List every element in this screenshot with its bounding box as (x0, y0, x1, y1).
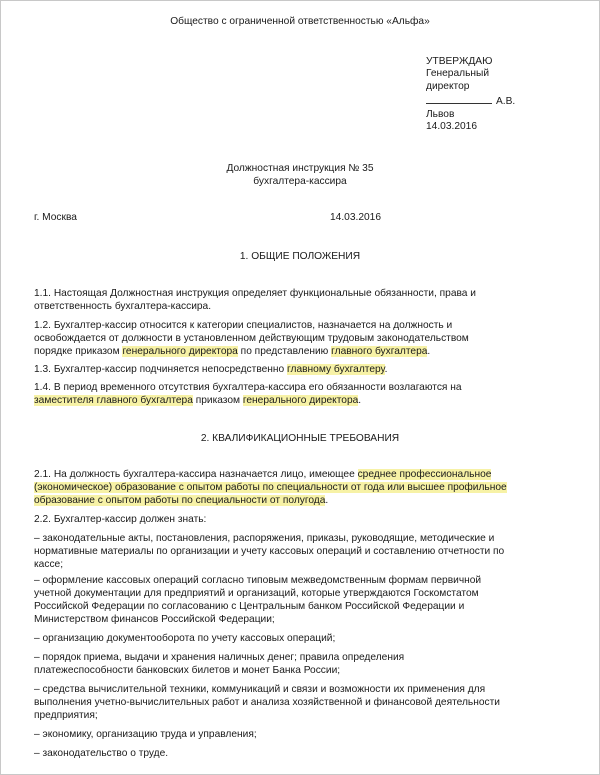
paragraph-1-2 (34, 319, 469, 358)
highlight-chief-accountant: главного бухгалтера (331, 346, 428, 357)
document-title-line1: Должностная инструкция № 35 (226, 163, 374, 174)
paragraph-1-2-line2: освобождается от должности в установленном действующим трудовым законодательством (34, 333, 469, 344)
signature-line (426, 93, 492, 104)
approval-position-line1: Генеральный (426, 68, 490, 80)
approval-heading: УТВЕРЖДАЮ (426, 56, 493, 67)
paragraph-1-2-line3 (34, 345, 469, 358)
paragraph-1-3 (34, 363, 387, 376)
section2-heading: 2. КВАЛИФИКАЦИОННЫЕ ТРЕБОВАНИЯ (200, 433, 400, 444)
knowledge-item-2-line1: – оформление кассовых операций согласно типовым межведомственным формам первичной (34, 575, 482, 586)
knowledge-item-1 (34, 532, 504, 571)
text-segment: . (358, 395, 362, 406)
knowledge-item-2-line3: Российской Федерации по согласованию с Центральным банком Российской Федерации и (34, 601, 465, 612)
knowledge-item-3 (34, 632, 335, 645)
highlight-deputy-chief-accountant: заместителя главного бухгалтера (34, 395, 193, 406)
approval-position-line2: директор (426, 80, 470, 92)
paragraph-2-1 (34, 468, 507, 507)
highlight-education-2: (экономическое) образование с опытом работы по специальности от года или высшее профильное (34, 482, 507, 493)
approval-block (426, 56, 515, 133)
knowledge-item-2 (34, 574, 481, 626)
paragraph-1-1 (34, 287, 476, 313)
highlight-education-1: среднее профессиональное (357, 469, 492, 480)
knowledge-item-4-line2: платежеспособности банковских билетов и монет Банка России; (34, 665, 341, 676)
knowledge-item-1-line2: нормативные материалы по организации и учету кассовых операций и составлению отчетности по (34, 546, 505, 557)
knowledge-item-7 (34, 747, 168, 760)
paragraph-1-2-line1: 1.2. Бухгалтер-кассир относится к категории специалистов, назначается на должность и (34, 320, 453, 331)
highlight-general-director: генерального директора (122, 346, 238, 357)
knowledge-item-5-line3: предприятия; (34, 710, 98, 721)
section1-heading: 1. ОБЩИЕ ПОЛОЖЕНИЯ (239, 251, 361, 262)
document-place: г. Москва (34, 212, 77, 223)
paragraph-1-4-line2 (34, 394, 462, 407)
paragraph-2-1-line3 (34, 494, 507, 507)
text-segment: 2.1. На должность бухгалтера-кассира назначается лицо, имеющее (34, 469, 358, 480)
organization-name: Общество с ограниченной ответственностью «Альфа» (170, 16, 430, 27)
document-title (0, 162, 600, 188)
paragraph-2-2: 2.2. Бухгалтер-кассир должен знать: (34, 514, 207, 525)
text-segment: приказом (192, 395, 243, 406)
paragraph-1-4 (34, 381, 462, 407)
paragraph-1-1-line2: ответственность бухгалтера-кассира. (34, 301, 212, 312)
knowledge-item-2-line4: Министерством финансов Российской Федерации; (34, 614, 275, 625)
text-segment: . (427, 346, 431, 357)
document-date: 14.03.2016 (330, 212, 381, 223)
knowledge-item-7-line1: – законодательство о труде. (34, 748, 169, 759)
text-segment: . (325, 495, 329, 506)
knowledge-item-3-line1: – организацию документооборота по учету кассовых операций; (34, 633, 336, 644)
paragraph-1-4-line1: 1.4. В период временного отсутствия бухгалтера-кассира его обязанности возлагаются на (34, 382, 462, 393)
highlight-chief-accountant-dative: главному бухгалтеру (287, 364, 385, 375)
knowledge-item-1-line1: – законодательные акты, постановления, распоряжения, приказы, руководящие, методические и (34, 533, 495, 544)
knowledge-item-5 (34, 683, 500, 722)
paragraph-1-3-line1 (34, 363, 387, 376)
text-segment: по представлению (237, 346, 332, 357)
approval-signature-row (426, 93, 515, 108)
document-title-line2: бухгалтера-кассира (253, 176, 347, 187)
approval-date: 14.03.2016 (426, 121, 477, 133)
paragraph-1-1-line1: 1.1. Настоящая Должностная инструкция определяет функциональные обязанности, права и (34, 288, 476, 299)
text-segment: 1.3. Бухгалтер-кассир подчиняется непосредственно (34, 364, 288, 375)
paragraph-2-1-line1 (34, 468, 507, 481)
approval-initials: А.В. (496, 96, 516, 108)
knowledge-item-2-line2: учетной документации для предприятий и организаций, которые утверждаются Госкомстатом (34, 588, 479, 599)
approval-surname: Львов (426, 108, 455, 120)
highlight-education-3: образование с опытом работы по специальности от полугода (34, 495, 326, 506)
text-segment: . (384, 364, 388, 375)
knowledge-item-1-line3: кассе; (34, 559, 64, 570)
knowledge-item-5-line2: выполнения учетно-вычислительных работ и анализа хозяйственной и финансовой деятельности (34, 697, 500, 708)
highlight-general-director-2: генерального директора (242, 395, 359, 406)
paragraph-2-1-line2 (34, 481, 507, 494)
knowledge-item-6-line1: – экономику, организацию труда и управления; (34, 729, 257, 740)
knowledge-item-4-line1: – порядок приема, выдачи и хранения наличных денег; правила определения (34, 652, 405, 663)
knowledge-item-4 (34, 651, 404, 677)
text-segment: порядке приказом (34, 346, 123, 357)
knowledge-item-6 (34, 728, 257, 741)
knowledge-item-5-line1: – средства вычислительной техники, коммуникаций и связи и возможности их применения для (34, 684, 486, 695)
